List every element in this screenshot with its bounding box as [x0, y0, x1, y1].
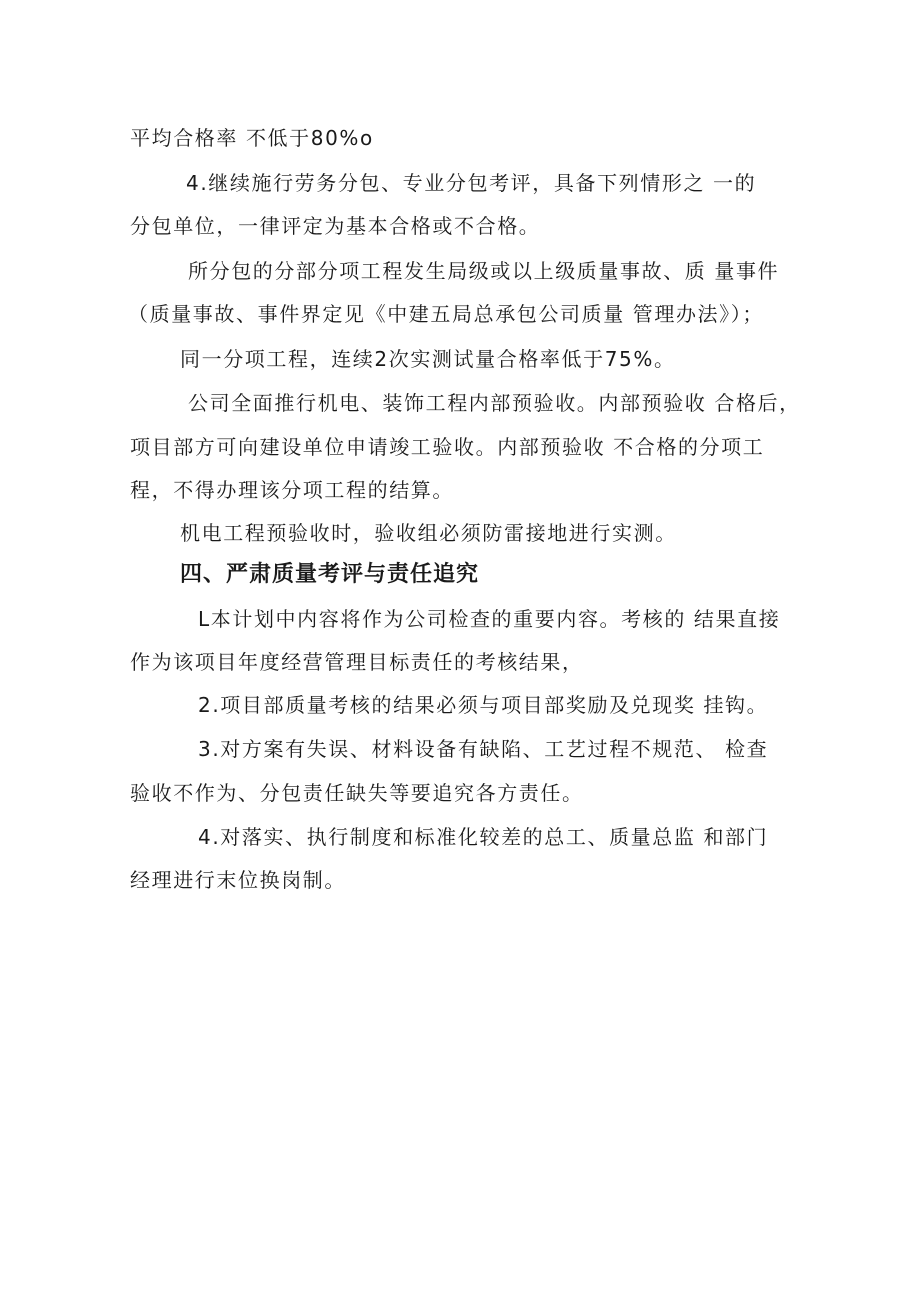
text-line-12: 作为该项目年度经营管理目标责任的考核结果， — [130, 650, 584, 674]
text-line-14: 3.对方案有失误、材料设备有缺陷、工艺过程不规范、 检查 — [198, 737, 769, 761]
text-line-1: 平均合格率 不低于80%o — [130, 126, 374, 150]
text-line-15: 验收不作为、分包责任缺失等要追究各方责任。 — [130, 781, 584, 805]
text-line-4: 所分包的分部分项工程发生局级或以上级质量事故、质 量事件 — [188, 259, 780, 283]
text-line-13: 2.项目部质量考核的结果必须与项目部奖励及兑现奖 挂钩。 — [198, 693, 769, 717]
text-line-2: 4.继续施行劳务分包、专业分包考评，具备下列情形之 一的 — [186, 171, 757, 195]
text-line-7: 公司全面推行机电、装饰工程内部预验收。内部预验收 合格后， — [188, 391, 801, 415]
section-heading: 四、严肃质量考评与责任追究 — [180, 562, 480, 587]
text-line-10: 机电工程预验收时，验收组必须防雷接地进行实测。 — [180, 521, 677, 545]
text-line-11: L本计划中内容将作为公司检查的重要内容。考核的 结果直接 — [198, 607, 781, 631]
text-line-6: 同一分项工程，连续2次实测试量合格率低于75%。 — [180, 347, 676, 371]
text-line-16: 4.对落实、执行制度和标准化较差的总工、质量总监 和部门 — [198, 825, 769, 849]
text-line-5: （质量事故、事件界定见《中建五局总承包公司质量 管理办法》）； — [128, 302, 764, 326]
text-line-9: 程，不得办理该分项工程的结算。 — [130, 478, 454, 502]
text-line-3: 分包单位，一律评定为基本合格或不合格。 — [130, 214, 541, 238]
text-line-8: 项目部方可向建设单位申请竣工验收。内部预验收 不合格的分项工 — [130, 435, 765, 459]
text-line-17: 经理进行末位换岗制。 — [130, 868, 346, 892]
